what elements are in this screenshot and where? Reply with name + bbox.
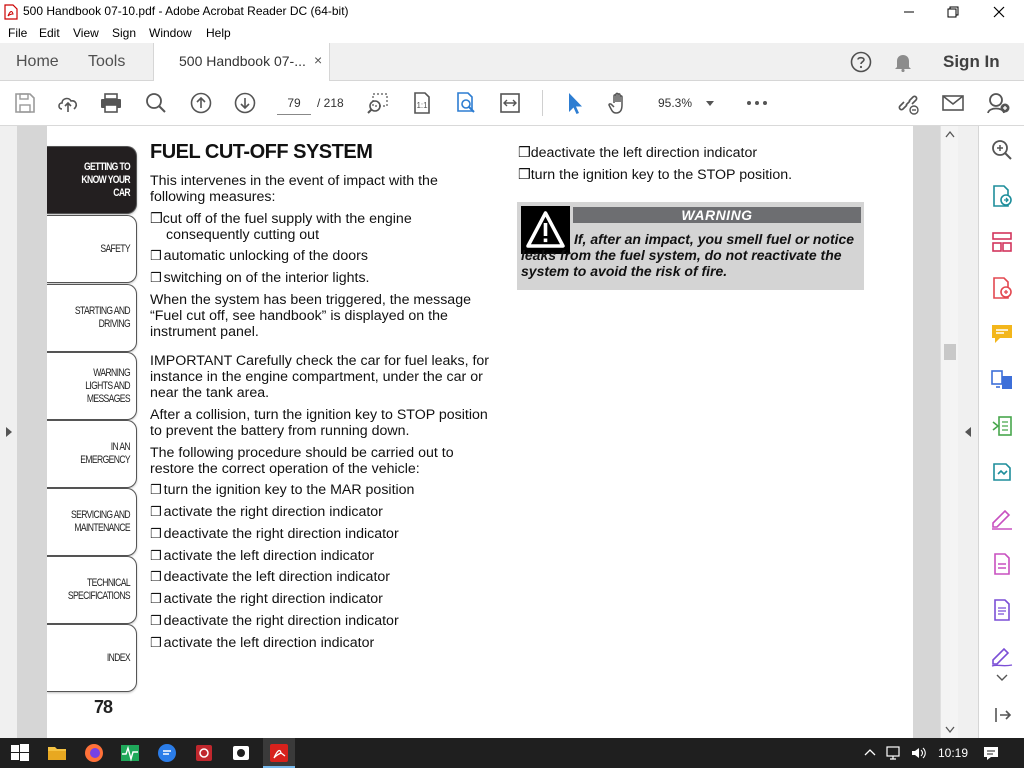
chapter-tab-starting [47,284,137,352]
notifications-bell-icon[interactable] [893,52,913,72]
select-cursor-icon[interactable] [563,91,587,115]
scroll-down-icon[interactable] [945,726,955,734]
step-text: deactivate the right direction indicator [163,526,399,542]
restore-button[interactable] [930,0,976,24]
chapter-tab-servicing [47,488,137,556]
print-icon[interactable] [99,91,123,115]
share-link-icon[interactable] [896,91,920,115]
chapter-tab-warning-lights [47,352,137,420]
minimize-button[interactable] [886,0,932,24]
zoom-dropdown-chevron-icon[interactable] [705,100,715,108]
bullet-box: ❒ [150,591,162,606]
chapter-tab-label: INDEX [106,651,130,664]
fit-page-icon[interactable] [454,91,478,115]
chapter-tab-label: STARTING AND DRIVING [74,305,130,330]
bullet-box: ❒ [150,248,162,263]
measure-item [150,211,470,243]
warning-box [517,202,864,290]
help-icon[interactable] [850,51,872,73]
bullet-box: ❒ [150,526,162,541]
chapter-tab-label: TECHNICAL SPECIFICATIONS [67,577,130,602]
menu-help[interactable]: Help [206,26,231,40]
menu-window[interactable]: Window [149,26,192,40]
previous-page-icon[interactable] [189,91,213,115]
step-text: deactivate the left direction indicator [163,569,390,585]
procedure-step [150,569,390,585]
toolbar-separator [542,90,543,116]
bullet-box: ❒ [150,270,162,285]
fit-width-icon[interactable] [498,91,522,115]
tab-tools[interactable]: Tools [88,53,126,70]
bullet-box: ❒ [150,569,162,584]
step-text: deactivate the left direction indicator [530,145,758,161]
activity-monitor-icon[interactable] [119,742,141,764]
pdf-page [47,126,913,738]
step-text: activate the right direction indicator [163,591,383,607]
chapter-tab-label: WARNING LIGHTS AND MESSAGES [85,366,130,405]
protect-sign-icon[interactable] [990,644,1014,668]
toolbar [0,81,1024,126]
windows-start-icon[interactable] [9,742,31,764]
tool-app-icon[interactable] [193,742,215,764]
taskbar-clock[interactable]: 10:19 [938,746,969,760]
zoom-search-icon[interactable] [990,138,1014,162]
bullet-box: ❒ [518,145,531,161]
share-user-icon[interactable] [986,91,1010,115]
marquee-zoom-icon[interactable] [366,91,390,115]
left-pane-toggle[interactable] [0,126,18,738]
step-text: turn the ignition key to the STOP position. [530,167,793,183]
organize-pages-icon[interactable] [990,230,1014,254]
intro-paragraph: This intervenes in the event of impact with the following measures: [150,173,438,205]
bullet-box: ❒ [518,167,531,183]
chapter-tab-emergency [47,420,137,488]
menu-file[interactable]: File [8,26,28,40]
chapter-tab-getting-to-know [47,146,137,214]
menu-sign[interactable]: Sign [112,26,137,40]
messaging-app-icon[interactable] [156,742,178,764]
measure-item [150,248,368,264]
collapse-tools-pane-icon[interactable] [990,703,1014,727]
volume-icon[interactable] [910,746,928,760]
step-text: activate the left direction indicator [163,635,375,651]
acrobat-taskbar-icon[interactable] [268,742,290,764]
chapter-tab-label: SERVICING AND MAINTENANCE [71,509,130,534]
procedure-step [518,167,792,183]
search-icon[interactable] [144,91,168,115]
chapter-tab-label: IN AN EMERGENCY [80,441,130,466]
procedure-step [150,504,383,520]
minimize-icon [903,6,915,18]
section-heading: FUEL CUT-OFF SYSTEM [150,141,373,163]
menu-bar [0,24,1024,43]
close-icon [993,6,1005,18]
procedure-step [150,526,399,542]
procedure-step [150,548,374,564]
warning-title: WARNING [573,207,861,223]
tab-bar [0,43,1024,81]
step-text: activate the right direction indicator [163,504,383,520]
export-pdf-icon[interactable] [990,184,1014,208]
step-text: turn the ignition key to the MAR position [163,482,415,498]
measure-text: automatic unlocking of the doors [163,248,368,264]
important-paragraph: IMPORTANT Carefully check the car for fuel leaks, for instance in the engine compartment, under the car or near the tank area. [150,353,490,401]
svg-text:1:1: 1:1 [416,101,428,110]
title-bar [0,0,1024,24]
collapse-right-panel-icon[interactable] [964,426,972,438]
edit-pdf-icon[interactable] [990,552,1014,576]
chapter-tab-index [47,624,137,692]
sign-in-button[interactable]: Sign In [943,52,1000,71]
bullet-box: ❒ [150,613,162,628]
more-tools-chevron-icon[interactable] [996,674,1008,682]
chapter-tab-label: GETTING TO KNOW YOUR CAR [81,160,130,199]
scrollbar-thumb[interactable] [944,344,956,360]
vertical-scrollbar[interactable] [940,126,958,738]
chapter-tab-safety [47,215,137,283]
measure-item [150,270,369,286]
cloud-upload-icon[interactable] [56,91,80,115]
step-text: deactivate the right direction indicator [163,613,399,629]
scroll-up-icon[interactable] [945,130,955,138]
collision-paragraph: After a collision, turn the ignition key to STOP position to prevent the battery from running down. [150,407,488,439]
comment-icon[interactable] [990,322,1014,346]
procedure-paragraph: The following procedure should be carried out to restore the correct operation of the vehicle: [150,445,454,477]
page-number-input[interactable]: 79 [277,93,311,115]
scan-ocr-icon[interactable] [990,598,1014,622]
email-icon[interactable] [941,91,965,115]
tab-home[interactable]: Home [16,53,59,70]
combine-files-icon[interactable] [990,368,1014,392]
tools-pane [978,126,1024,738]
printed-page-number: 78 [94,697,113,717]
measure-line-2: consequently cutting out [166,227,320,243]
expand-left-panel-icon[interactable] [5,426,13,438]
measure-text: switching on of the interior lights. [163,270,370,286]
next-page-icon[interactable] [233,91,257,115]
restore-icon [947,6,959,18]
create-pdf-icon[interactable] [990,276,1014,300]
show-hidden-icons-chevron-icon[interactable] [864,748,876,756]
bullet-box: ❒ [150,211,163,227]
tab-document[interactable] [153,43,330,82]
page-total: / 218 [317,96,344,110]
zoom-level[interactable]: 95.3% [658,96,693,110]
bullet-box: ❒ [150,504,162,519]
hand-tool-icon[interactable] [607,91,631,115]
file-explorer-icon[interactable] [46,742,68,764]
notification-center-icon[interactable] [983,745,999,761]
procedure-step [150,591,383,607]
bullet-box: ❒ [150,635,162,650]
more-tools-icon[interactable] [745,91,769,115]
acrobat-app-icon [4,4,18,20]
firefox-icon[interactable] [83,742,105,764]
actual-size-icon[interactable] [410,91,434,115]
procedure-step [150,635,374,651]
menu-view[interactable]: View [73,26,99,40]
close-tab-icon[interactable]: × [314,52,323,68]
send-for-review-icon[interactable] [990,460,1014,484]
menu-edit[interactable]: Edit [39,26,60,40]
measure-line-1: cut off of the fuel supply with the engine [162,211,412,227]
procedure-step [150,613,399,629]
document-tab-label: 500 Handbook 07-... [179,53,306,69]
save-icon[interactable] [13,91,37,115]
procedure-step [150,482,414,498]
bullet-box: ❒ [150,482,162,497]
close-window-button[interactable] [976,0,1022,24]
network-icon[interactable] [886,746,904,760]
window-title: 500 Handbook 07-10.pdf - Adobe Acrobat Reader DC (64-bit) [23,4,349,18]
step-text: activate the left direction indicator [163,548,375,564]
settings-app-icon[interactable] [230,742,252,764]
warning-text: If, after an impact, you smell fuel or notice leaks from the fuel system, do not reactivate the system to avoid the risk of fire. [521,231,855,279]
chapter-tab-label: SAFETY [100,242,130,255]
bullet-box: ❒ [150,548,162,563]
triggered-paragraph: When the system has been triggered, the message “Fuel cut off, see handbook” is displayed on the instrument panel. [150,292,471,340]
right-pane-toggle[interactable] [958,126,978,738]
procedure-step [518,145,757,161]
compress-pdf-icon[interactable] [990,414,1014,438]
fill-and-sign-icon[interactable] [990,506,1014,530]
chapter-tab-technical [47,556,137,624]
windows-taskbar [0,738,1024,768]
